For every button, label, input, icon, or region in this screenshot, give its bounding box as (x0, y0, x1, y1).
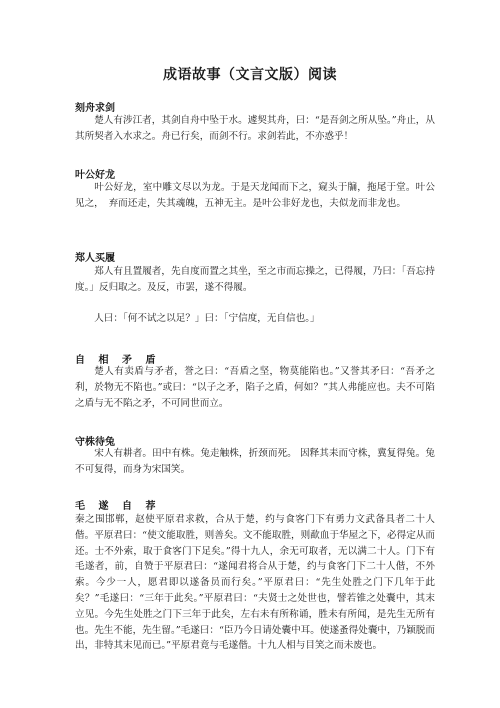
section-heading-yegonghaolong: 叶公好龙 (75, 170, 115, 181)
section-paragraph-kezhouqiujian: 楚人有涉江者，其剑自舟中坠于水。遽契其舟，曰：“是吾剑之所从坠。”舟止，从其所契者入水求之。舟已行矣，而剑不行。求剑若此，不亦惑乎！ (75, 115, 435, 142)
section-paragraph-zhengrenmaili-2: 人曰：「何不试之以足？」曰：「宁信度，无自信也。」 (94, 313, 320, 324)
section-paragraph-zixiangmaodun: 楚人有卖盾与矛者，誉之曰：“吾盾之坚，物莫能陷也。”又誉其矛曰：“吾矛之利，於物无不陷也。”或曰：“以子之矛，陷子之盾，何如？”其人弗能应也。夫不可陷之盾与无不陷之矛，不可同世而立。 (75, 366, 435, 409)
section-paragraph-maosuizijian: 秦之围邯郸，赵使平原君求救，合从于楚，约与食客门下有勇力文武备具者二十人偕。平原君曰：“使文能取胜，则善矣。文不能取胜，则歃血于华屋之下，必得定从而还。士不外索，取于食客门下足矣。”得十九人，余无可取者，无以满二十人。门下有毛遂者，前，自赞于平原君曰：“遂闻君将合从于楚，约与食客门下二十人偕，不外索。今少一人，愿君即以遂备员而行矣。”平原君曰：“先生处胜之门下几年于此矣？”毛遂曰：“三年于此矣。”平原君曰：“夫贤士之处世也，譬若锥之处囊中，其末立见。今先生处胜之门下三年于此矣，左右未有所称诵，胜未有所闻，是先生无所有也。先生不能，先生留。”毛遂曰：“臣乃今日请处囊中耳。使遂蚤得处囊中，乃颖脱而出，非特其末见而已。”平原君竟与毛遂偕。十九人相与目笑之而未废也。 (75, 514, 435, 652)
section-paragraph-shouzhudaitu: 宋人有耕者。田中有株。兔走触株，折颈而死。 因释其耒而守株，冀复得兔。兔不可复得，而身为宋国笑。 (75, 448, 435, 475)
section-paragraph-zhengrenmaili: 郑人有且置履者，先自度而置之其坐，至之市而忘操之，已得履，乃曰：「吾忘持度。」反归取之。及反，市罢，遂不得履。 (75, 266, 435, 293)
section-heading-zixiangmaodun: 自 相 矛 盾 (75, 355, 161, 366)
document-title: 成语故事（文言文版）阅读 (163, 67, 337, 83)
section-heading-maosuizijian: 毛 遂 自 荐 (75, 501, 161, 512)
section-heading-zhengrenmaili: 郑人买履 (75, 253, 115, 264)
section-heading-shouzhudaitu: 守株待兔 (75, 437, 115, 448)
section-heading-kezhouqiujian: 刻舟求剑 (75, 103, 115, 114)
section-paragraph-yegonghaolong: 叶公好龙，室中雕文尽以为龙。于是天龙闻而下之，窥头于牖，拖尾于堂。叶公见之， 弃而还走，失其魂魄，五神无主。是叶公非好龙也，夫似龙而非龙也。 (75, 182, 435, 209)
